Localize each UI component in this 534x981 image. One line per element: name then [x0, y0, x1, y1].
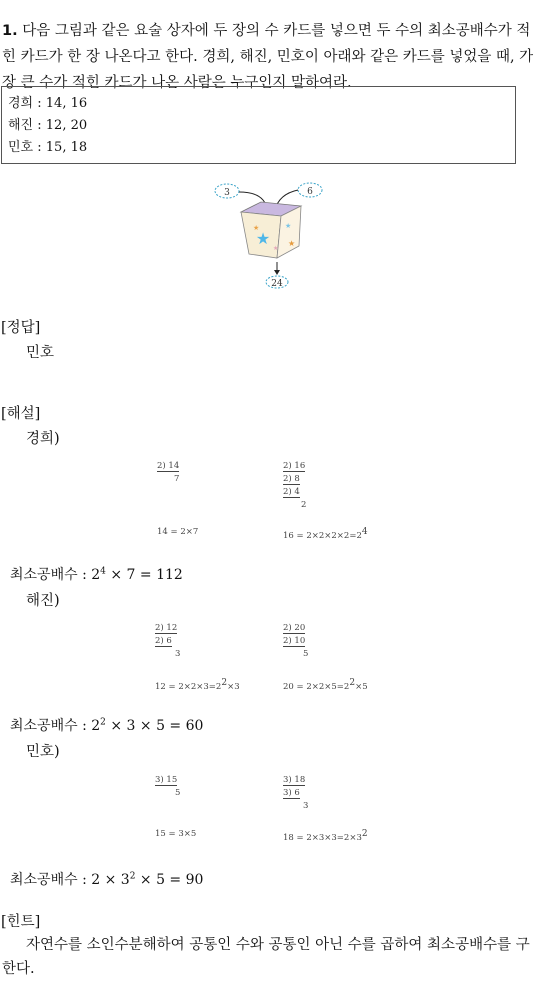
problem-number: 1.: [2, 23, 18, 39]
factor-eq-left: 14 = 2×7: [157, 527, 199, 537]
division-right: 2) 20 2) 10 5: [283, 623, 309, 659]
star-icon: ★: [273, 245, 279, 252]
card-row: 해진 : 12, 20: [8, 118, 88, 133]
division-right: 3) 18 3) 6 3: [283, 775, 309, 811]
answer-text: 민호: [26, 345, 55, 361]
factor-eq-right: $20 = 2\times 2\times 5=2^2\times 5$: [283, 678, 368, 692]
magic-box-figure: [205, 178, 335, 293]
lcm-result: 최소공배수 : $2 \times 3^2 \times 5 = 90$: [10, 871, 204, 888]
hint-text: 자연수를 소인수분해하여 공통인 수와 공통인 아닌 수를 곱하여 최소공배수를 구한다.: [2, 937, 530, 977]
factor-eq-left: $12 = 2\times 2\times 3=2^2\times 3$: [155, 678, 240, 692]
input-label-left: 3: [224, 188, 230, 198]
card-row: 민호 : 15, 18: [8, 140, 88, 155]
card-row: 경희 : 14, 16: [8, 96, 88, 111]
star-icon: ★: [288, 239, 296, 248]
star-icon: ★: [253, 224, 260, 232]
part-name: 경희): [26, 431, 60, 447]
solution-label: [해설]: [1, 406, 41, 422]
division-left: 2) 14 7: [157, 461, 180, 484]
output-label: 24: [271, 279, 283, 289]
lcm-result: 최소공배수 : $2^4 \times 7 = 112$: [10, 566, 183, 583]
input-label-right: 6: [307, 187, 313, 197]
division-left: 3) 15 5: [155, 775, 181, 798]
hint-label: [힌트]: [1, 914, 41, 930]
lcm-result: 최소공배수 : $2^2 \times 3 \times 5 = 60$: [10, 717, 204, 734]
factor-eq-right: $18 = 2\times 3\times 3=2\times 3^2$: [283, 829, 368, 843]
card-box: [1, 86, 516, 164]
star-icon: ★: [285, 222, 292, 230]
answer-label: [정답]: [1, 320, 41, 336]
division-right: 2) 16 2) 8 2) 4 2: [283, 461, 307, 510]
part-name: 민호): [26, 744, 60, 760]
arrow-down-head: [274, 270, 280, 275]
problem-body: 다음 그림과 같은 요술 상자에 두 장의 수 카드를 넣으면 두 수의 최소공배수가 적힌 카드가 한 장 나온다고 한다. 경희, 해진, 민호이 아래와 같은 카드를 넣었을 때, 가장 큰 수가 적힌 카드가 나온 사람은 누구인지 말하여라.: [2, 23, 534, 91]
star-icon: ★: [255, 229, 271, 248]
factor-eq-left: 15 = 3×5: [155, 829, 197, 839]
factor-eq-right: $16 = 2\times 2\times 2\times 2=2^4$: [283, 527, 368, 541]
part-name: 해진): [26, 593, 60, 609]
problem-text: [2, 18, 534, 96]
division-left: 2) 12 2) 6 3: [155, 623, 181, 659]
